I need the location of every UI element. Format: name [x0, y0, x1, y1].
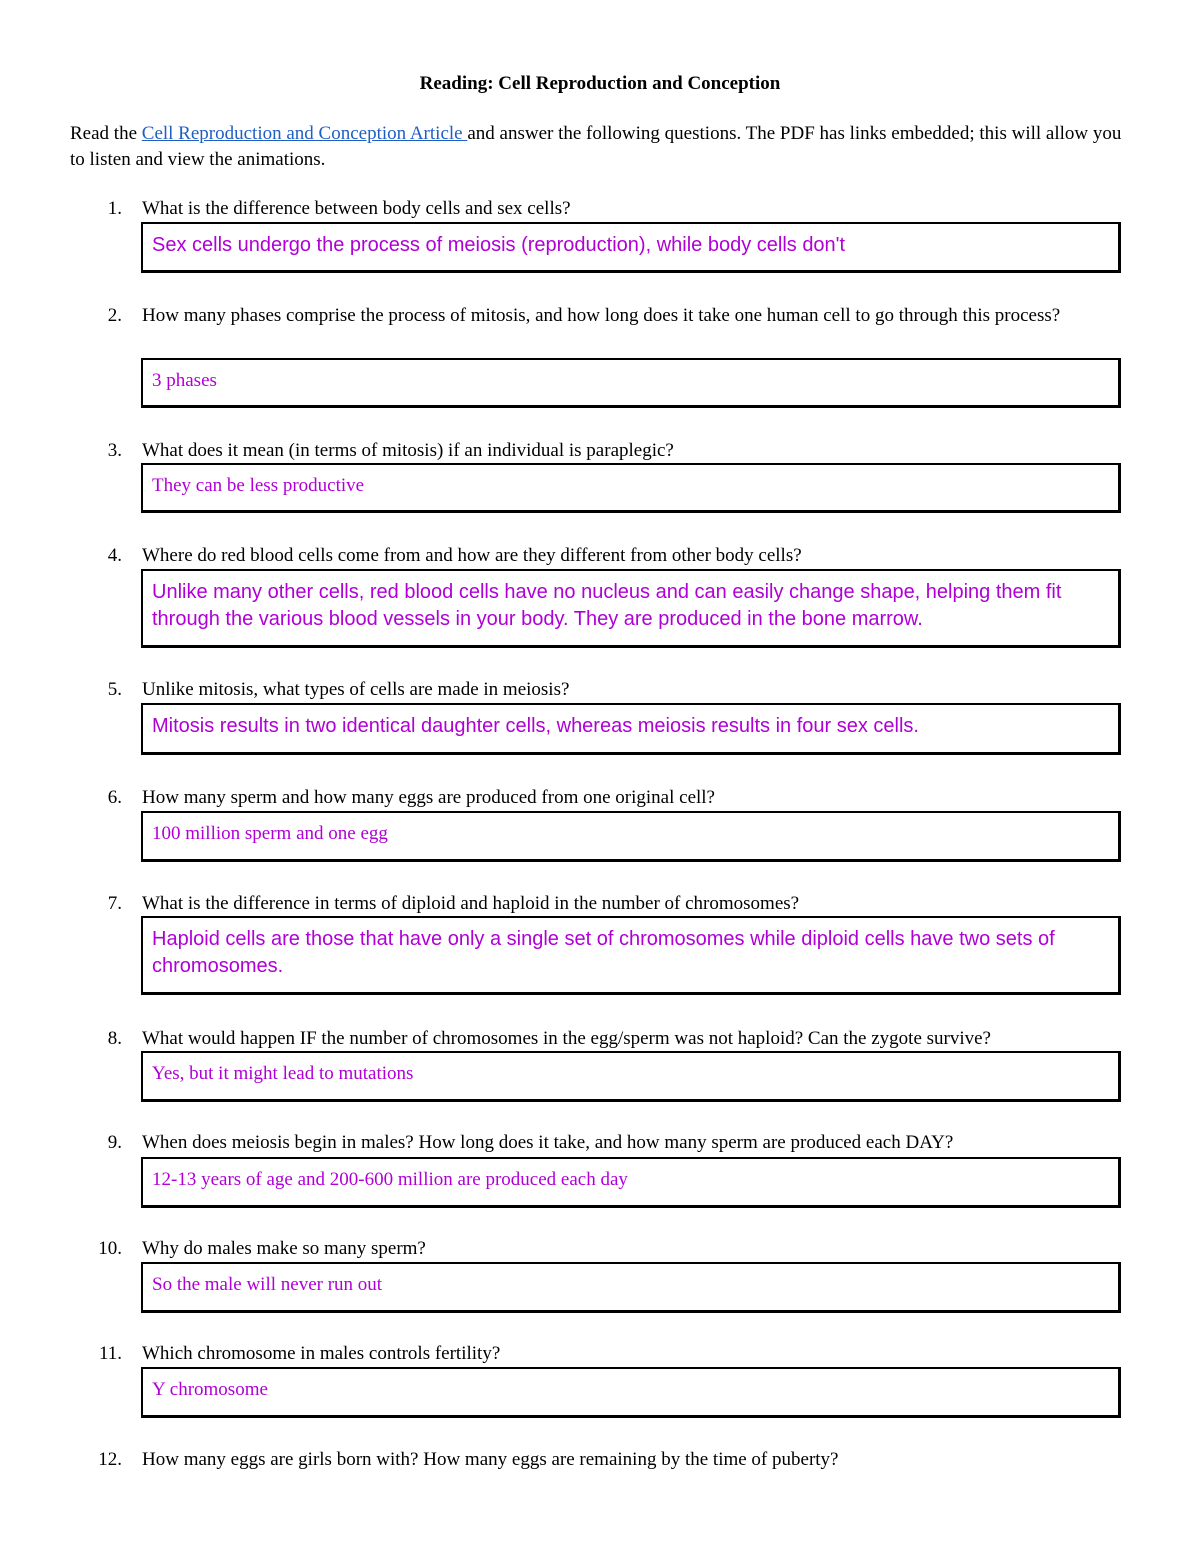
question-number: 9.	[107, 1132, 122, 1153]
question-text: When does meiosis begin in males? How long does it take, and how many sperm are produced each DAY?	[142, 1132, 954, 1153]
question-text: How many eggs are girls born with? How many eggs are remaining by the time of puberty?	[142, 1449, 839, 1470]
question-text: What would happen IF the number of chromosomes in the egg/sperm was not haploid? Can the zygote survive?	[142, 1028, 991, 1049]
intro-text-before: Read the	[70, 123, 142, 144]
question-text: Unlike mitosis, what types of cells are made in meiosis?	[142, 679, 570, 700]
question-text: Where do red blood cells come from and how are they different from other body cells?	[142, 545, 802, 566]
question-number: 6.	[107, 787, 122, 808]
question-number: 4.	[107, 545, 122, 566]
answer-field[interactable]: Unlike many other cells, red blood cells have no nucleus and can easily change shape, helping them fit through the various blood vessels in your body. They are produced in the bone marrow.	[141, 569, 1121, 648]
question-text: How many phases comprise the process of mitosis, and how long does it take one human cell to go through this process?	[142, 305, 1061, 326]
question-text: What is the difference in terms of diploid and haploid in the number of chromosomes?	[142, 893, 800, 914]
answer-field[interactable]: 3 phases	[141, 358, 1121, 408]
question-number: 5.	[107, 679, 122, 700]
question-number: 1.	[107, 198, 122, 219]
intro-paragraph	[70, 121, 1135, 173]
article-link[interactable]: Cell Reproduction and Conception Article	[141, 123, 468, 144]
answer-field[interactable]: Mitosis results in two identical daughter cells, whereas meiosis results in four sex cells.	[141, 703, 1121, 755]
answer-field[interactable]: Yes, but it might lead to mutations	[141, 1051, 1121, 1102]
question-text: What is the difference between body cells and sex cells?	[142, 198, 571, 219]
page-title: Reading: Cell Reproduction and Conception	[419, 73, 781, 94]
question-text: What does it mean (in terms of mitosis) if an individual is paraplegic?	[142, 440, 674, 461]
question-number: 12.	[98, 1449, 122, 1470]
question-text: Which chromosome in males controls fertility?	[142, 1343, 501, 1364]
question-text: Why do males make so many sperm?	[142, 1238, 426, 1259]
intro-text-after: and answer the following questions. The PDF has links embedded; this will allow you to listen and view the animations.	[70, 123, 1122, 170]
answer-field[interactable]: So the male will never run out	[141, 1262, 1121, 1313]
question-number: 8.	[107, 1028, 122, 1049]
question-number: 7.	[107, 893, 122, 914]
question-number: 10.	[98, 1238, 122, 1259]
question-number: 11.	[98, 1343, 122, 1364]
answer-field[interactable]: 100 million sperm and one egg	[141, 811, 1121, 862]
question-number: 3.	[107, 440, 122, 461]
question-number: 2.	[107, 305, 122, 326]
answer-field[interactable]: They can be less productive	[141, 463, 1121, 513]
answer-field[interactable]: Y chromosome	[141, 1367, 1121, 1418]
answer-field[interactable]: Sex cells undergo the process of meiosis (reproduction), while body cells don't	[141, 222, 1121, 273]
question-text: How many sperm and how many eggs are produced from one original cell?	[142, 787, 715, 808]
answer-field[interactable]: Haploid cells are those that have only a single set of chromosomes while diploid cells have two sets of chromosomes.	[141, 916, 1121, 995]
answer-field[interactable]: 12-13 years of age and 200-600 million are produced each day	[141, 1157, 1121, 1208]
